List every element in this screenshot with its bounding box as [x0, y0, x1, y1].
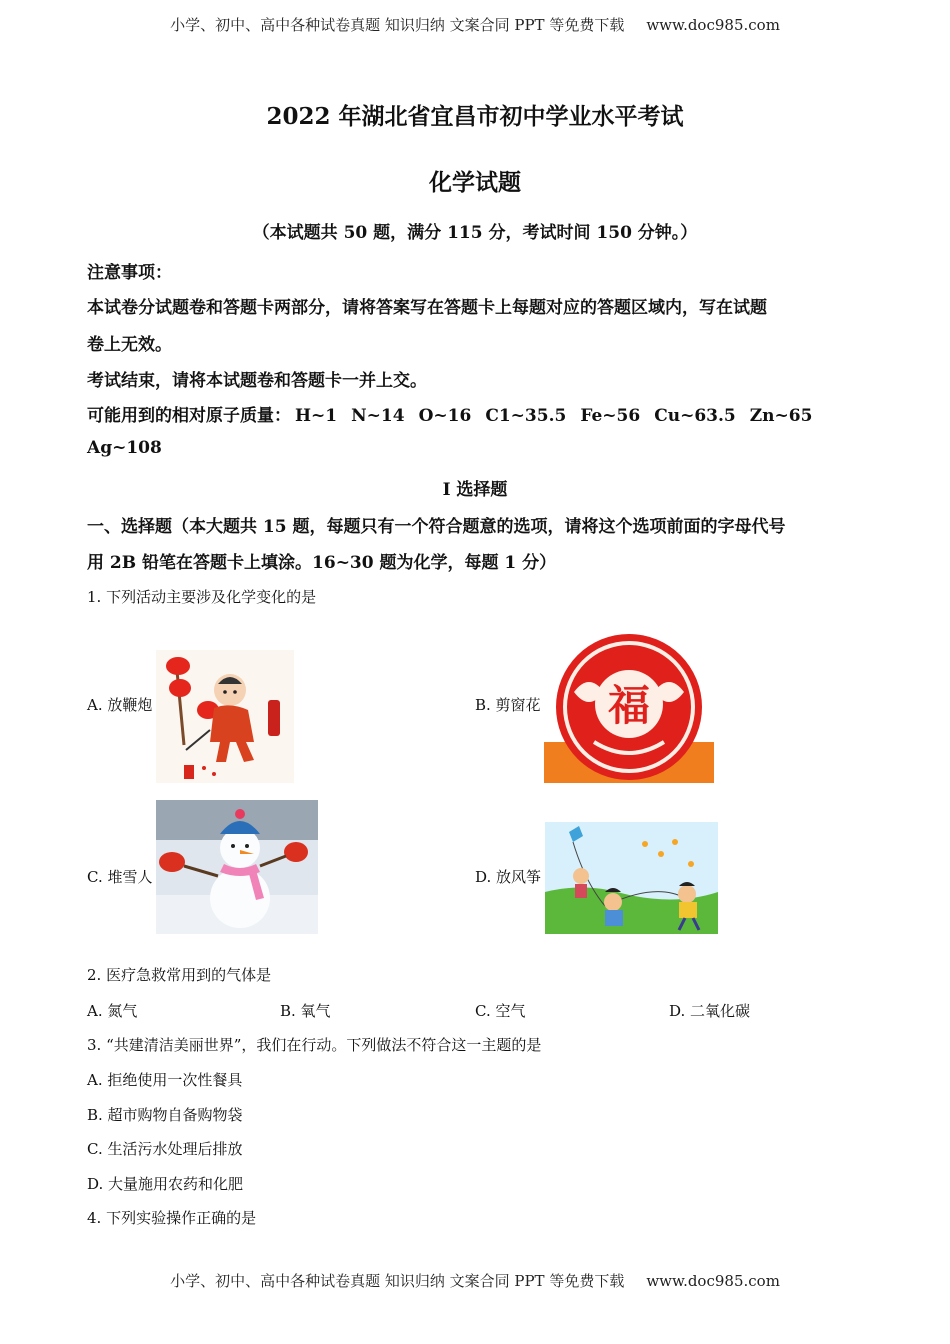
footer-text: 小学、初中、高中各种试卷真题 知识归纳 文案合同 PPT 等免费下载 [170, 1272, 625, 1290]
atomic-masses [87, 401, 826, 426]
page-footer [0, 1270, 950, 1291]
exam-info: （本试题共 50 题，满分 115 分，考试时间 150 分钟。） [252, 223, 698, 243]
subject-title: 化学试题 [429, 169, 521, 196]
fu-character: 福 [607, 681, 651, 730]
notice-line-2: 卷上无效。 [87, 335, 172, 355]
mass-fe: Fe~56 [580, 406, 641, 426]
mass-n: N~14 [351, 406, 405, 426]
q2-stem: 2. 医疗急救常用到的气体是 [87, 966, 272, 984]
mass-cl: C1~35.5 [485, 406, 567, 426]
notice-line-3: 考试结束，请将本试题卷和答题卡一并上交。 [87, 371, 427, 391]
q1-option-d[interactable]: D. 放风筝 [475, 868, 542, 886]
notice-line-1: 本试卷分试题卷和答题卡两部分，请将答案写在答题卡上每题对应的答题区域内，写在试题 [87, 298, 767, 318]
q1-stem: 1. 下列活动主要涉及化学变化的是 [87, 588, 317, 606]
q1-option-c[interactable]: C. 堆雪人 [87, 868, 153, 886]
q4-stem: 4. 下列实验操作正确的是 [87, 1209, 257, 1227]
firecracker-boy-image [156, 650, 294, 783]
q2-option-d[interactable]: D. 二氧化碳 [669, 1002, 751, 1020]
footer-site-link[interactable]: www.doc985.com [646, 1272, 780, 1290]
q3-option-b[interactable]: B. 超市购物自备购物袋 [87, 1106, 243, 1124]
section-line-1: 一、选择题（本大题共 15 题，每题只有一个符合题意的选项，请将这个选项前面的字母代号 [87, 517, 786, 537]
atomic-masses-label: 可能用到的相对原子质量： [87, 406, 291, 426]
exam-title: 2022 年湖北省宜昌市初中学业水平考试 [266, 103, 684, 130]
mass-zn: Zn~65 [749, 406, 813, 426]
snowman-image [156, 800, 318, 934]
mass-o: O~16 [418, 406, 472, 426]
q2-option-c[interactable]: C. 空气 [475, 1002, 526, 1020]
q2-option-a[interactable]: A. 氮气 [87, 1002, 138, 1020]
q3-option-c[interactable]: C. 生活污水处理后排放 [87, 1140, 243, 1158]
q1-option-a[interactable]: A. 放鞭炮 [87, 696, 153, 714]
q3-stem: 3. “共建清洁美丽世界”，我们在行动。下列做法不符合这一主题的是 [87, 1036, 542, 1054]
q2-option-b[interactable]: B. 氧气 [280, 1002, 331, 1020]
mass-cu: Cu~63.5 [654, 406, 736, 426]
notice-heading: 注意事项： [87, 263, 172, 283]
atomic-masses-cont: Ag~108 [87, 438, 162, 458]
mass-h: H~1 [295, 406, 338, 426]
header-text: 小学、初中、高中各种试卷真题 知识归纳 文案合同 PPT 等免费下载 [170, 16, 625, 34]
papercut-image [544, 632, 714, 783]
q1-option-b[interactable]: B. 剪窗花 [475, 696, 541, 714]
section-line-2: 用 2B 铅笔在答题卡上填涂。16~30 题为化学，每题 1 分） [87, 553, 557, 573]
part-heading: I 选择题 [442, 480, 508, 500]
q3-option-d[interactable]: D. 大量施用农药和化肥 [87, 1175, 244, 1193]
q3-option-a[interactable]: A. 拒绝使用一次性餐具 [87, 1071, 243, 1089]
kite-flying-image [545, 822, 718, 934]
header-site-link[interactable]: www.doc985.com [646, 16, 780, 34]
page-header [0, 14, 950, 35]
